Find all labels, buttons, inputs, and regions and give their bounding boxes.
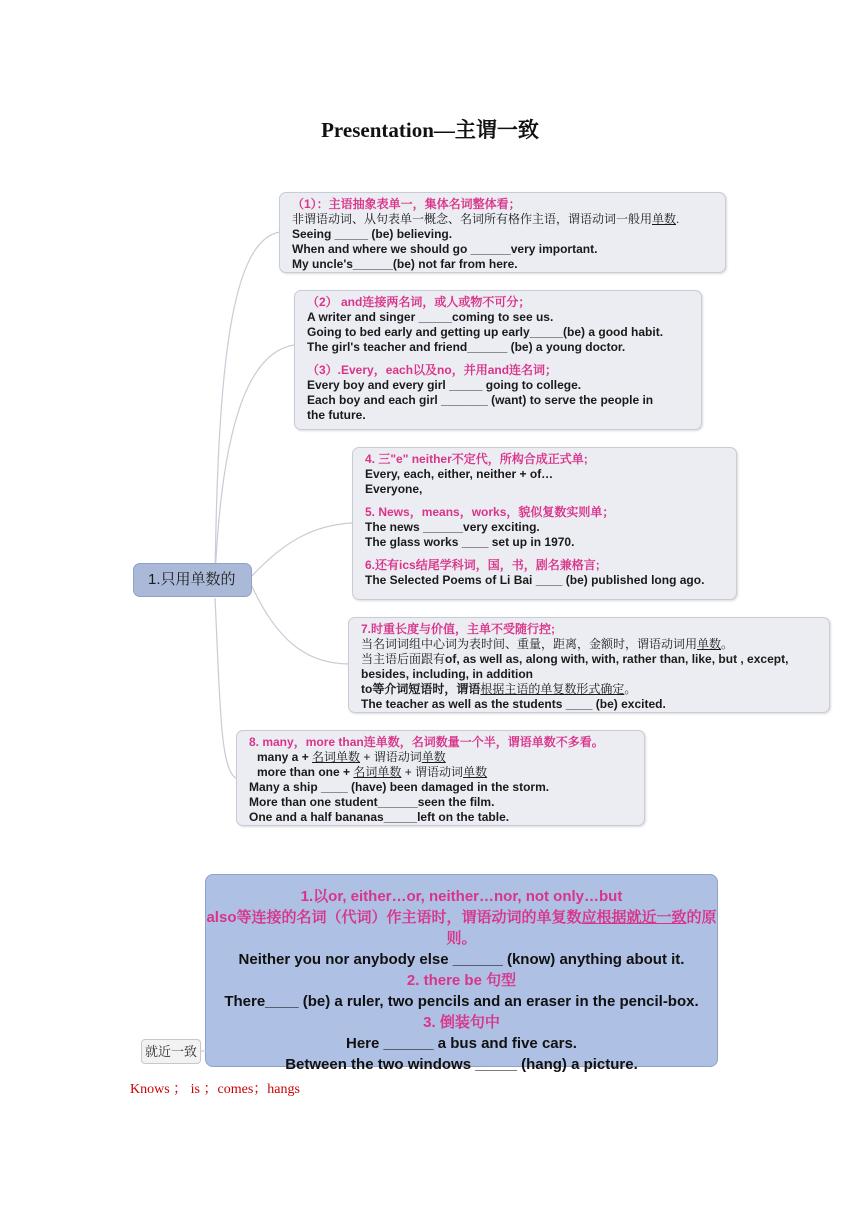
- example-line: Each boy and each girl _______ (want) to serve the people in: [307, 393, 654, 407]
- answers: Knows ； is ；comes；hangs: [130, 1082, 300, 1097]
- example-line: A writer and singer _____coming to see us.: [307, 310, 554, 324]
- near-example: Neither you nor anybody else ______ (know) anything about it.: [238, 951, 685, 968]
- example-line: the future.: [307, 408, 366, 422]
- rule-7-text: 当名词词组中心词为表时间、重量，距离，金额时，谓语动词用单数。: [361, 637, 734, 651]
- near-example: Between the two windows _____ (hang) a picture.: [285, 1056, 638, 1073]
- example-line: The news ______very exciting.: [365, 520, 540, 534]
- near-rule-2: 2. there be 句型: [406, 972, 517, 989]
- rule-6-heading: 6.还有ics结尾学科词，国，书，剧名兼格言;: [365, 558, 600, 572]
- example-line: The teacher as well as the students ____ (be) excited.: [361, 697, 666, 711]
- near-label: 就近一致: [141, 1039, 201, 1064]
- rule-7-text: besides, including, in addition: [361, 667, 534, 681]
- rule-8-heading: 8. many，more than连单数，名词数量一个半，谓语单数不多看。: [249, 735, 604, 749]
- rule-7-heading: 7.时重长度与价值，主单不受随行控;: [361, 622, 556, 636]
- example-line: More than one student______seen the film.: [249, 795, 495, 809]
- page-title: Presentation—主谓一致: [321, 118, 539, 142]
- rule-8-formula: more than one + 名词单数 + 谓语动词单数: [257, 765, 488, 779]
- near-rule-1-cont: also等连接的名词（代词）作主语时，谓语动词的单复数应根据就近一致的原则。: [206, 909, 717, 947]
- near-example: There____ (be) a ruler, two pencils and an eraser in the pencil-box.: [224, 993, 699, 1010]
- rule-2-heading: （2） and连接两名词，或人或物不可分；: [307, 295, 531, 309]
- example-line: Everyone,: [365, 482, 423, 496]
- example-line: When and where we should go ______very important.: [292, 242, 598, 256]
- rule-3-heading: （3）.Every，each以及no，并用and连名词；: [307, 363, 558, 377]
- example-line: Every boy and every girl _____ going to college.: [307, 378, 582, 392]
- rule-8-formula: many a + 名词单数 + 谓语动词单数: [257, 750, 446, 764]
- example-line: My uncle's______(be) not far from here.: [292, 257, 518, 271]
- rule-7-text: to等介词短语时，谓语根据主语的单复数形式确定。: [361, 682, 637, 696]
- rule-5-heading: 5. News，means，works，貌似复数实则单；: [365, 505, 615, 519]
- near-rule-3: 3. 倒装句中: [423, 1014, 500, 1031]
- rule-4-heading: 4. 三"e" neither不定代，所构合成正式单;: [365, 452, 588, 466]
- main-node: 1.只用单数的: [133, 563, 252, 597]
- rule-7-text: 当主语后面跟有of, as well as, along with, with, rather than, like, but , except,: [361, 652, 789, 666]
- example-line: One and a half bananas_____left on the table.: [249, 810, 510, 824]
- example-line: Every, each, either, neither + of…: [365, 467, 554, 481]
- rule-1-text: 非谓语动词、从句表单一概念、名词所有格作主语，谓语动词一般用单数.: [292, 212, 680, 226]
- example-line: Many a ship ____ (have) been damaged in the storm.: [249, 780, 550, 794]
- near-rule-1: 1.以or, either…or, neither…nor, not only…but: [300, 888, 623, 905]
- near-example: Here ______ a bus and five cars.: [346, 1035, 577, 1052]
- rule-1-heading: （1）：主语抽象表单一，集体名词整体看；: [292, 197, 521, 211]
- example-line: The Selected Poems of Li Bai ____ (be) published long ago.: [365, 573, 705, 587]
- example-line: The girl's teacher and friend______ (be) a young doctor.: [307, 340, 626, 354]
- example-line: Seeing _____ (be) believing.: [292, 227, 453, 241]
- example-line: Going to bed early and getting up early_____(be) a good habit.: [307, 325, 664, 339]
- example-line: The glass works ____ set up in 1970.: [365, 535, 575, 549]
